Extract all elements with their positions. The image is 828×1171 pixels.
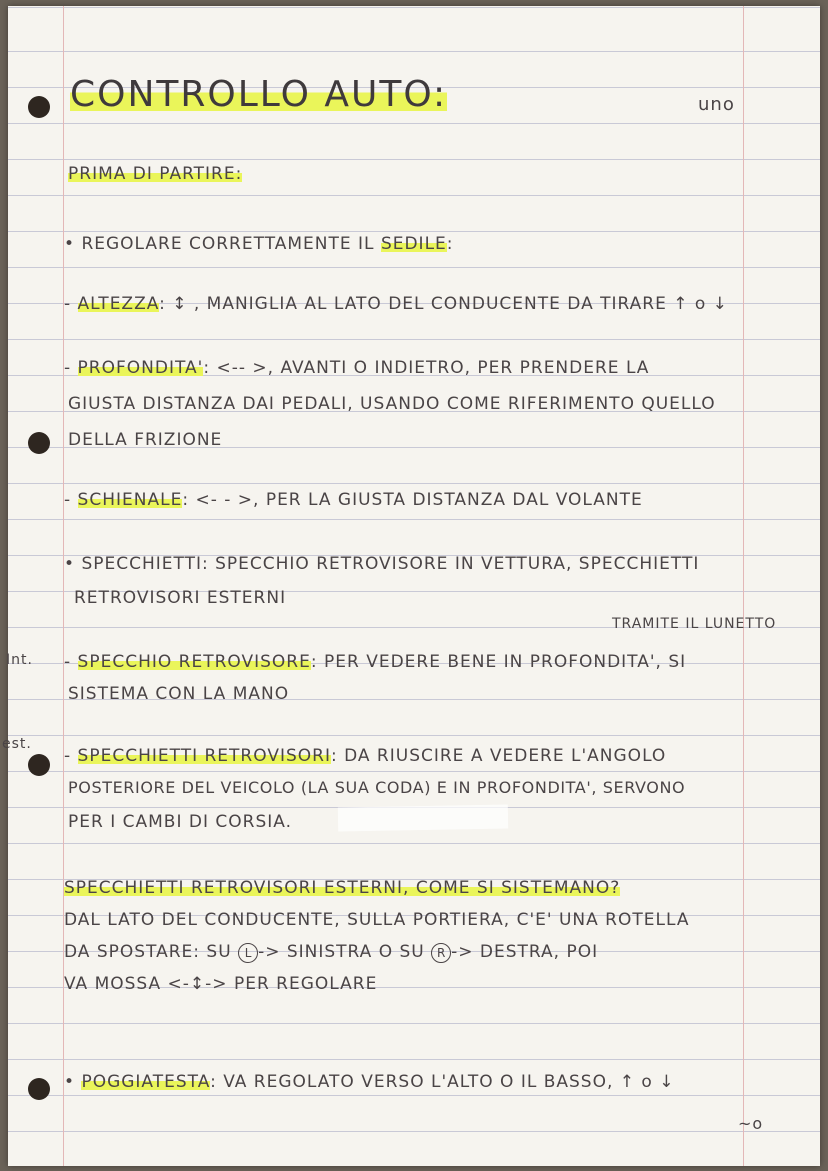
sistemare-line-3: DA SPOSTARE: SU L -> SINISTRA O SU R -> DESTRA, POI	[64, 942, 599, 962]
altezza-line: - ALTEZZA: ↕ , MANIGLIA AL LATO DEL CONDUCENTE DA TIRARE ↑ o ↓	[64, 294, 728, 314]
tramite-annotation: TRAMITE IL LUNETTO	[612, 616, 777, 632]
interno-line-2: SISTEMA CON LA MANO	[68, 684, 290, 704]
page-label: uno	[698, 94, 735, 115]
binder-hole	[28, 432, 50, 454]
circle-l: L	[238, 943, 258, 963]
profondita-line-3: DELLA FRIZIONE	[68, 430, 223, 450]
margin-note-int: Int.	[6, 652, 33, 668]
page-label-end: ~o	[738, 1114, 764, 1133]
specchietti-line-1: • SPECCHIETTI: SPECCHIO RETROVISORE IN VETTURA, SPECCHIETTI	[64, 554, 700, 574]
section-heading: PRIMA DI PARTIRE:	[68, 164, 243, 184]
interno-line-1: - SPECCHIO RETROVISORE: PER VEDERE BENE IN PROFONDITA', SI	[64, 652, 687, 672]
sedile-heading: • REGOLARE CORRETTAMENTE IL SEDILE:	[64, 234, 454, 254]
notebook-page	[2, 6, 820, 1166]
binder-hole	[28, 1078, 50, 1100]
esterno-line-3: PER I CAMBI DI CORSIA.	[68, 812, 292, 832]
sistemare-line-4: VA MOSSA <-↕-> PER REGOLARE	[64, 974, 378, 994]
esterno-line-2: POSTERIORE DEL VEICOLO (LA SUA CODA) E IN PROFONDITA', SERVONO	[68, 778, 686, 797]
page-title: CONTROLLO AUTO:	[70, 74, 448, 115]
schienale-line: - SCHIENALE: <- - >, PER LA GIUSTA DISTANZA DAL VOLANTE	[64, 490, 643, 510]
poggiatesta-line: • POGGIATESTA: VA REGOLATO VERSO L'ALTO O IL BASSO, ↑ o ↓	[64, 1072, 675, 1092]
specchietti-line-2: RETROVISORI ESTERNI	[74, 588, 287, 608]
profondita-line-2: GIUSTA DISTANZA DAI PEDALI, USANDO COME RIFERIMENTO QUELLO	[68, 394, 716, 414]
sistemare-question: SPECCHIETTI RETROVISORI ESTERNI, COME SI SISTEMANO?	[64, 878, 621, 898]
sistemare-line-2: DAL LATO DEL CONDUCENTE, SULLA PORTIERA, C'E' UNA ROTELLA	[64, 910, 690, 930]
binder-hole	[28, 754, 50, 776]
esterno-line-1: - SPECCHIETTI RETROVISORI: DA RIUSCIRE A VEDERE L'ANGOLO	[64, 746, 667, 766]
profondita-line-1: - PROFONDITA': <-- >, AVANTI O INDIETRO, PER PRENDERE LA	[64, 358, 650, 378]
margin-note-est: est.	[2, 736, 32, 752]
binder-hole	[28, 96, 50, 118]
circle-r: R	[431, 943, 451, 963]
margin-line-right	[743, 6, 744, 1166]
tape-strip	[338, 805, 508, 832]
